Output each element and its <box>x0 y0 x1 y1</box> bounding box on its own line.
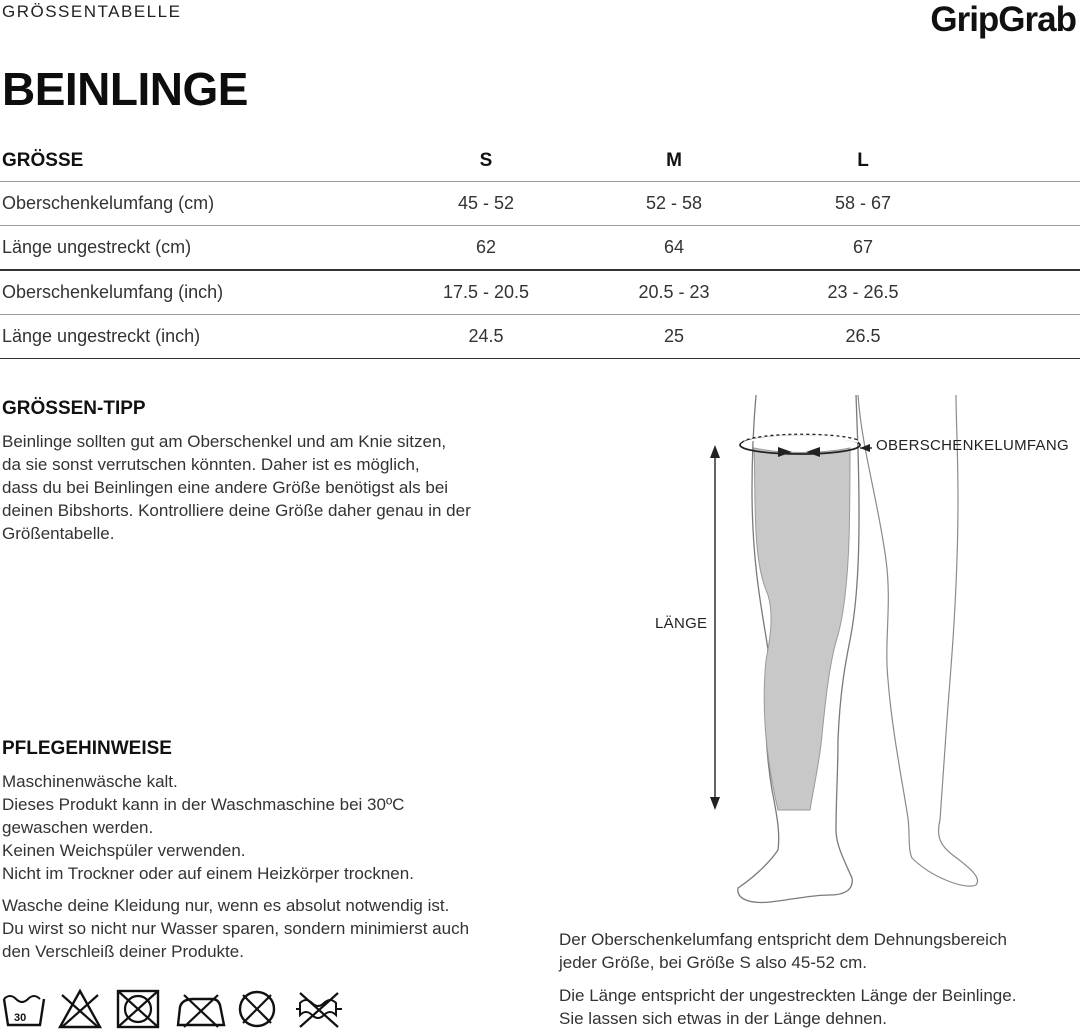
leg-warmer-shape <box>754 448 850 810</box>
care-symbols <box>0 985 360 1030</box>
wash-temp-text: 30 <box>14 1012 27 1024</box>
table-row <box>0 226 1080 271</box>
circumference-note <box>559 928 1079 974</box>
care-line: gewaschen werden. <box>2 818 154 837</box>
row-label: Oberschenkelumfang (inch) <box>2 282 224 302</box>
cell-m: 52 - 58 <box>645 193 703 213</box>
care-line: Maschinenwäsche kalt. <box>2 772 178 791</box>
care-note <box>2 894 542 963</box>
length-label: LÄNGE <box>655 615 708 632</box>
length-note <box>559 984 1079 1030</box>
note-line: jeder Größe, bei Größe S also 45-52 cm. <box>559 953 868 972</box>
brand-logo: GripGrab <box>930 0 1076 39</box>
length-arrow-bottom-icon <box>710 797 720 810</box>
care-line: Keinen Weichspüler verwenden. <box>2 841 246 860</box>
cell-l: 23 - 26.5 <box>827 282 899 302</box>
no-tumble-dry-icon <box>118 991 158 1027</box>
cell-l: 58 - 67 <box>834 193 892 213</box>
column-header-m: M <box>666 149 682 171</box>
note-line: Der Oberschenkelumfang entspricht dem Dehnungsbereich <box>559 930 1007 949</box>
size-tip-line: deinen Bibshorts. Kontrolliere deine Größe daher genau in der <box>2 501 471 520</box>
note-line: Sie lassen sich etwas in der Länge dehnen. <box>559 1009 887 1028</box>
size-tip-text <box>2 430 532 545</box>
cell-m: 64 <box>663 237 685 257</box>
back-leg-outline <box>858 395 978 886</box>
wash-30-icon <box>4 996 44 1025</box>
cell-l: 26.5 <box>845 326 881 346</box>
size-tip-line: da sie sonst verrutschen könnten. Daher ist es möglich, <box>2 455 420 474</box>
cell-s: 45 - 52 <box>457 193 515 213</box>
cell-s: 62 <box>475 237 497 257</box>
circumference-label: OBERSCHENKELUMFANG <box>876 437 1069 454</box>
column-header-s: S <box>479 149 493 171</box>
table-row <box>0 182 1080 226</box>
table-row <box>0 315 1080 359</box>
cell-l: 67 <box>852 237 874 257</box>
size-table <box>0 140 1080 359</box>
cell-m: 25 <box>663 326 685 346</box>
cell-s: 24.5 <box>468 326 504 346</box>
size-tip-line: dass du bei Beinlingen eine andere Größe benötigst als bei <box>2 478 449 497</box>
no-bleach-icon <box>60 991 100 1027</box>
cell-s: 17.5 - 20.5 <box>442 282 530 302</box>
row-label: Länge ungestreckt (inch) <box>2 326 201 346</box>
cell-m: 20.5 - 23 <box>638 282 710 302</box>
size-tip-line: Beinlinge sollten gut am Oberschenkel und am Knie sitzen, <box>2 432 447 451</box>
no-iron-icon <box>178 995 224 1027</box>
page-title: BEINLINGE <box>2 63 248 115</box>
row-label: Oberschenkelumfang (cm) <box>2 193 215 213</box>
table-header-row <box>0 140 1080 182</box>
care-instructions <box>2 770 542 885</box>
length-arrow-top-icon <box>710 445 720 458</box>
care-note-line: Wasche deine Kleidung nur, wenn es absolut notwendig ist. <box>2 896 450 915</box>
table-row <box>0 271 1080 315</box>
column-header-l: L <box>857 149 869 171</box>
size-tip-line: Größentabelle. <box>2 524 115 543</box>
care-line: Nicht im Trockner oder auf einem Heizkörper trocknen. <box>2 864 414 883</box>
care-note-line: den Verschleiß deiner Produkte. <box>2 942 244 961</box>
no-wring-icon <box>296 993 342 1027</box>
note-line: Die Länge entspricht der ungestreckten Länge der Beinlinge. <box>559 986 1017 1005</box>
row-label: Länge ungestreckt (cm) <box>2 237 192 257</box>
size-tip-heading: GRÖSSEN-TIPP <box>2 398 146 419</box>
care-note-line: Du wirst so nicht nur Wasser sparen, sondern minimierst auch <box>2 919 470 938</box>
care-heading: PFLEGEHINWEISE <box>2 738 172 759</box>
page-eyebrow: GRÖSSENTABELLE <box>2 2 182 21</box>
no-dry-clean-icon <box>240 992 274 1026</box>
leg-warmer-diagram <box>640 390 1080 910</box>
column-header-size: GRÖSSE <box>2 149 84 171</box>
care-line: Dieses Produkt kann in der Waschmaschine bei 30ºC <box>2 795 405 814</box>
